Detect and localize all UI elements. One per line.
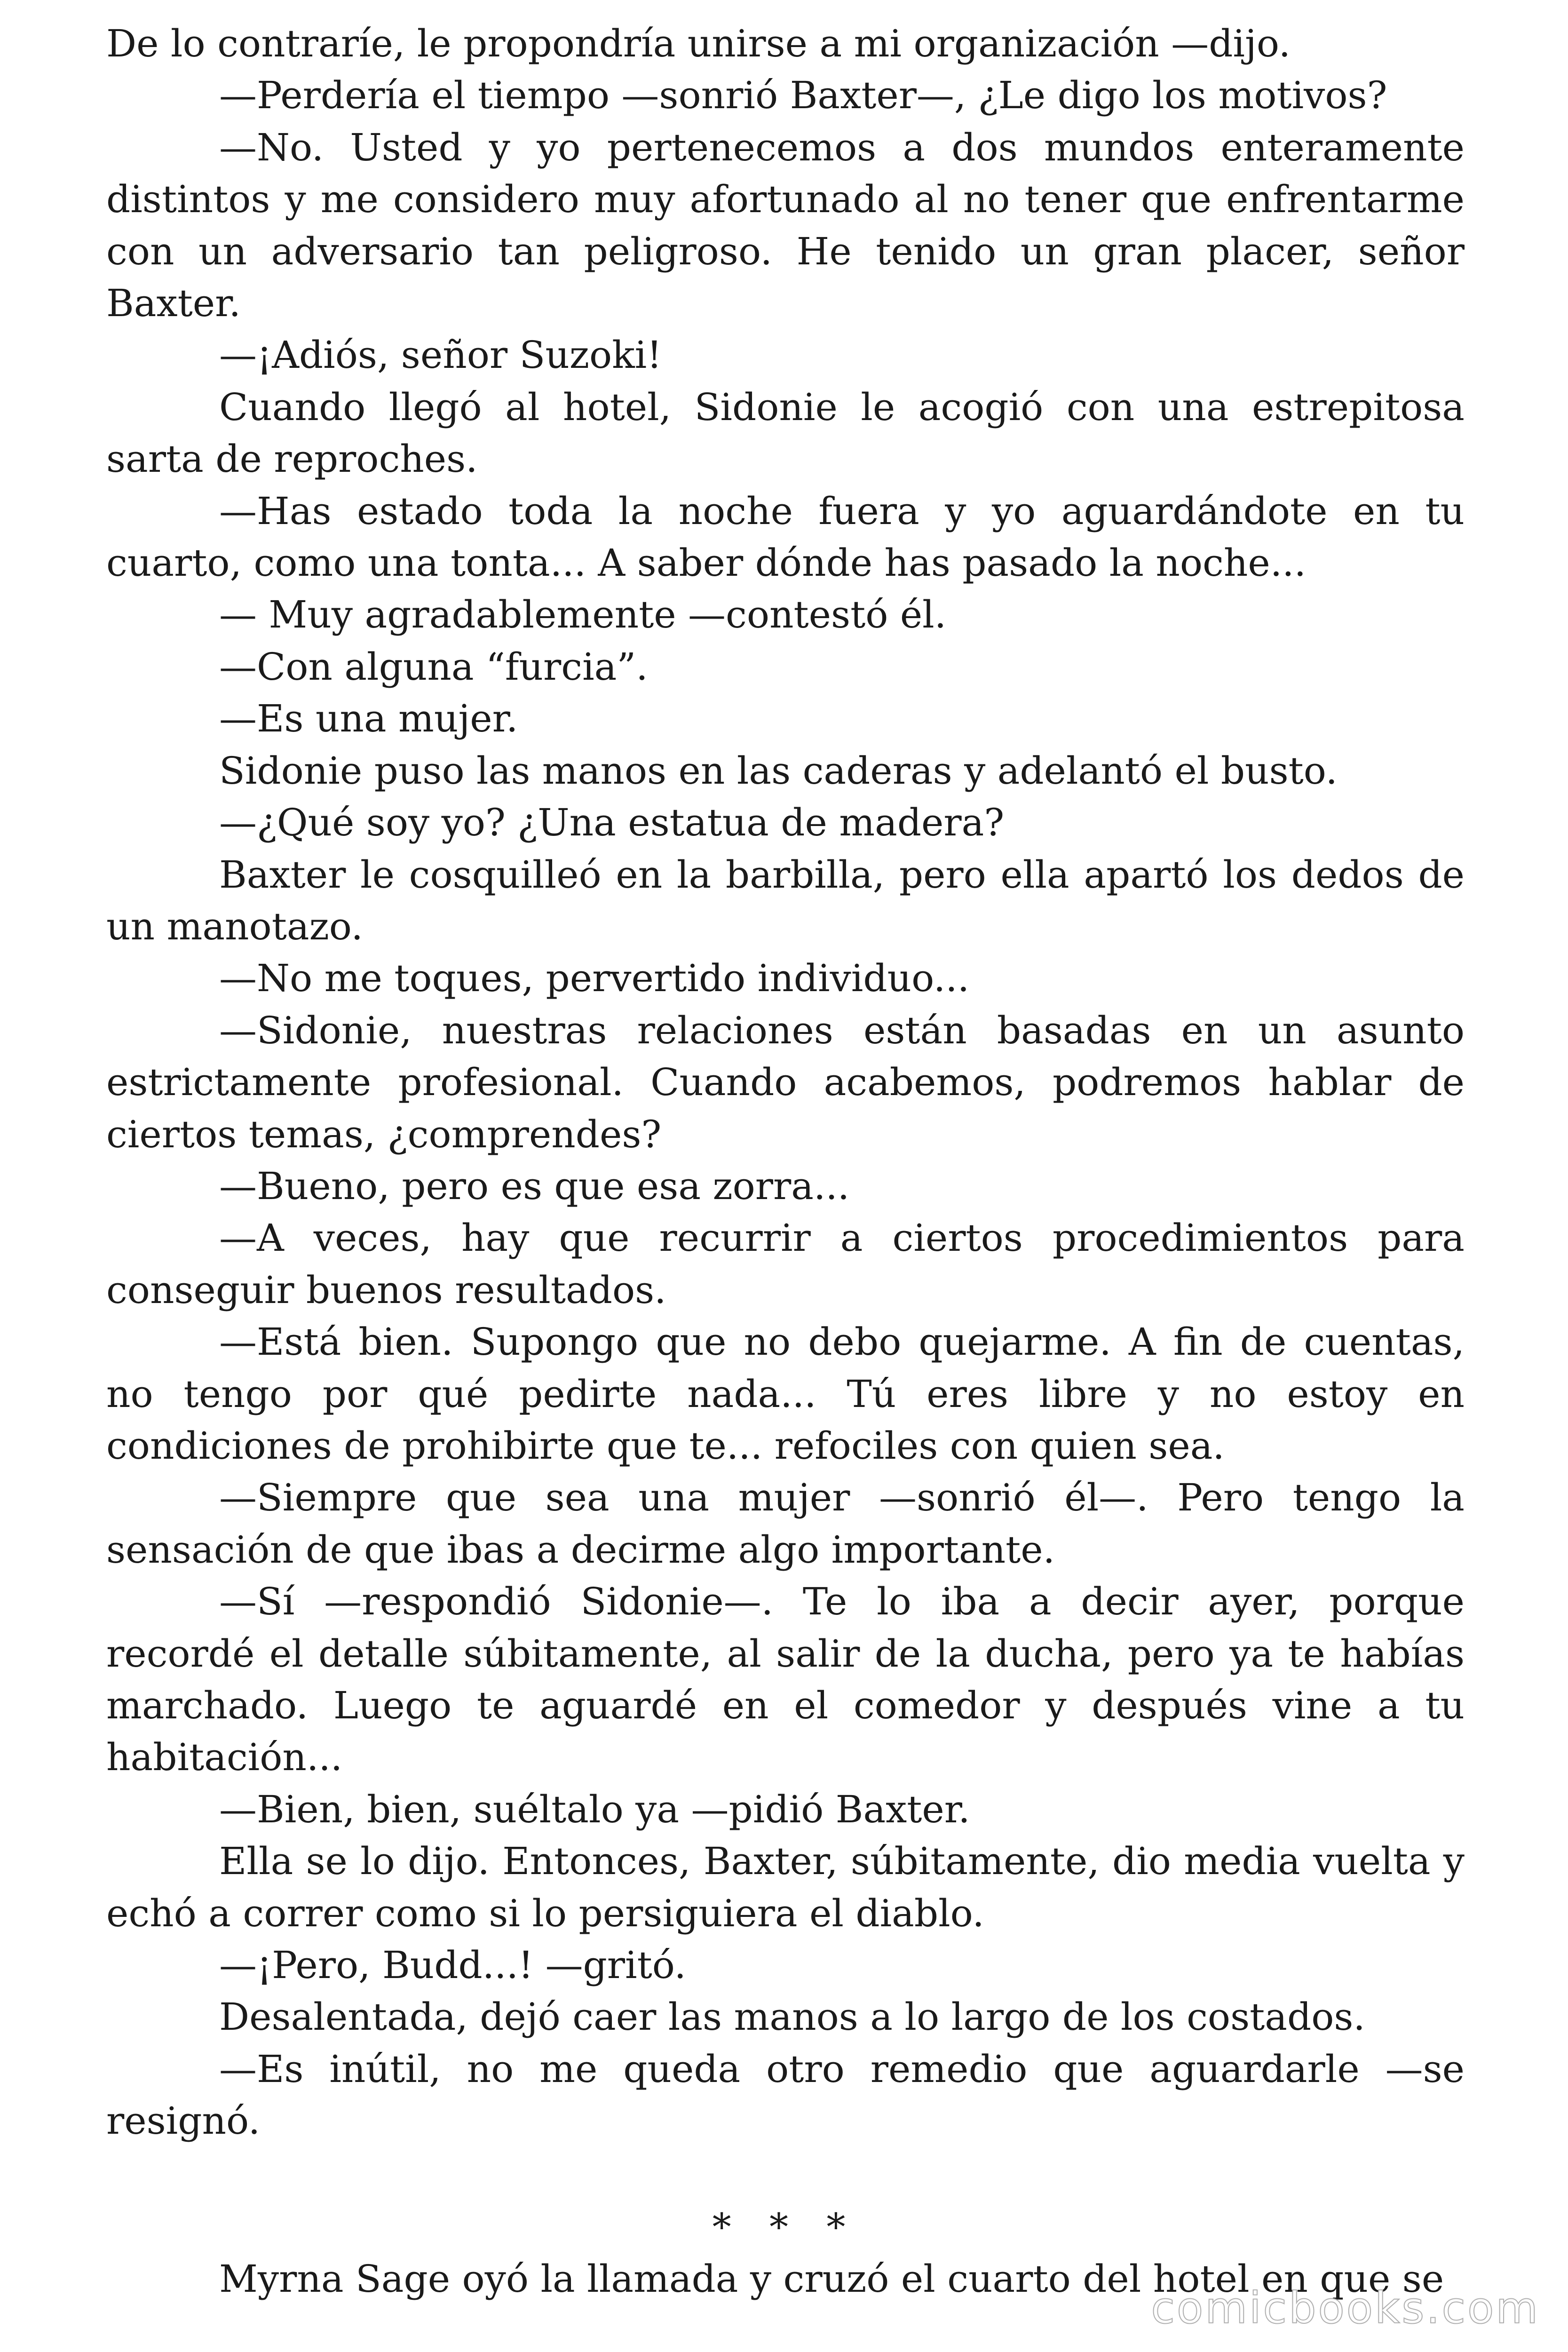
book-page: [106, 18, 1465, 2305]
paragraph: De lo contraríe, le propondría unirse a mi organización —dijo.: [106, 22, 1291, 65]
paragraph: Ella se lo dijo. Entonces, Baxter, súbitamente, dio media vuelta y echó a correr como si lo persiguiera el diablo.: [106, 1839, 1465, 1935]
watermark: comicbooks.com: [1151, 2283, 1540, 2333]
paragraph: —Es una mujer.: [219, 697, 518, 741]
paragraph: — Muy agradablemente —contestó él.: [219, 593, 947, 637]
paragraph: —Con alguna “furcia”.: [219, 644, 648, 689]
paragraph: —Bueno, pero es que esa zorra...: [219, 1164, 850, 1208]
paragraph: —No me toques, pervertido individuo...: [219, 956, 970, 1001]
paragraph: Cuando llegó al hotel, Sidonie le acogió con una estrepitosa sarta de reproches.: [106, 385, 1465, 481]
paragraph: —Siempre que sea una mujer —sonrió él—. Pero tengo la sensación de que ibas a decirme algo importante.: [106, 1476, 1465, 1572]
paragraph: Sidonie puso las manos en las caderas y adelantó el busto.: [219, 748, 1338, 793]
paragraph: —Has estado toda la noche fuera y yo aguardándote en tu cuarto, como una tonta... A saber dónde has pasado la noche...: [106, 489, 1465, 585]
closing-paragraph: Myrna Sage oyó la llamada y cruzó el cuarto del hotel en que se: [219, 2257, 1444, 2301]
paragraph: —No. Usted y yo pertenecemos a dos mundos enteramente distintos y me considero muy afortunado al no tener que enfrentarme con un adversario tan peligroso. He tenido un gran placer, señor Baxter.: [106, 125, 1465, 326]
paragraph: Baxter le cosquilleó en la barbilla, pero ella apartó los dedos de un manotazo.: [106, 852, 1465, 948]
paragraph: —Sí —respondió Sidonie—. Te lo iba a decir ayer, porque recordé el detalle súbitamente, al salir de la ducha, pero ya te habías marchado. Luego te aguardé en el comedor y después vine a tu habitación...: [106, 1580, 1465, 1780]
paragraph: —Es inútil, no me queda otro remedio que aguardarle —se resignó.: [106, 2047, 1465, 2143]
paragraph: —Está bien. Supongo que no debo quejarme. A fin de cuentas, no tengo por qué pedirte nada... Tú eres libre y no estoy en condiciones de prohibirte que te... refociles con quien sea.: [106, 1320, 1465, 1468]
paragraph: —A veces, hay que recurrir a ciertos procedimientos para conseguir buenos resultados.: [106, 1216, 1465, 1312]
section-separator: * * *: [712, 2205, 859, 2249]
paragraph: Desalentada, dejó caer las manos a lo largo de los costados.: [219, 1995, 1365, 2039]
paragraph: —¿Qué soy yo? ¿Una estatua de madera?: [219, 801, 1005, 845]
paragraph: —Perdería el tiempo —sonrió Baxter—, ¿Le digo los motivos?: [219, 73, 1387, 118]
paragraph: —¡Adiós, señor Suzoki!: [219, 333, 662, 377]
paragraph: —¡Pero, Budd...! —gritó.: [219, 1943, 686, 1987]
paragraph: —Sidonie, nuestras relaciones están basadas en un asunto estrictamente profesional. Cuando acabemos, podremos hablar de ciertos temas, ¿comprendes?: [106, 1008, 1465, 1156]
paragraph: —Bien, bien, suéltalo ya —pidió Baxter.: [219, 1787, 970, 1831]
